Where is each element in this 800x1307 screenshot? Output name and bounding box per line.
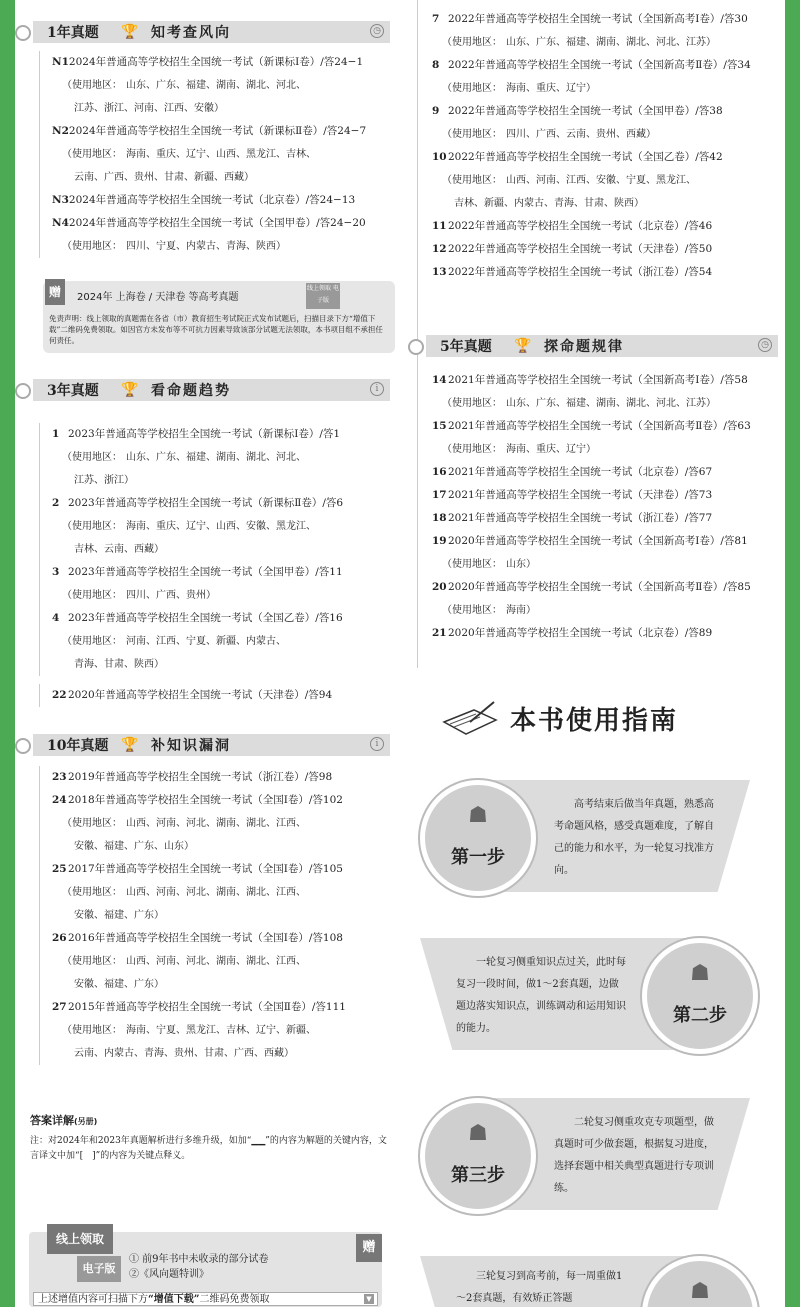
region-text: 云南、广西、贵州、甘肃、新疆、西藏） — [74, 172, 254, 183]
item-list — [39, 766, 390, 1065]
region-label: （使用地区： — [62, 1025, 122, 1036]
region-text: 吉林、云南、西藏） — [74, 544, 164, 555]
item-number: 21 — [432, 627, 447, 639]
region-text: 河南、江西、宁夏、新疆、内蒙古、 — [126, 636, 286, 647]
item-number: 26 — [52, 932, 67, 944]
item-number: N2 — [52, 125, 69, 137]
item-region — [52, 469, 390, 492]
section-3yr — [15, 379, 390, 676]
notes-heading: 答案详解 — [30, 1114, 74, 1127]
item-region — [52, 1019, 390, 1042]
step-4 — [420, 1256, 750, 1307]
region-label: （使用地区： — [62, 956, 122, 967]
region-text: 山东、广东、福建、湖南、湖北、河北、江苏） — [506, 37, 716, 48]
step-label: 第三步 — [451, 1165, 505, 1186]
trophy-icon: 🏆 — [121, 382, 139, 398]
step-text: 一轮复习侧重知识点过关，此时每复习一段时间，做1～2套真题，边做题边落实知识点，训练调动和运用知识的能力。 — [456, 957, 626, 1034]
section-subtitle: 知考查风向 — [151, 25, 231, 41]
step-1 — [420, 780, 750, 902]
item-region — [432, 169, 778, 192]
item-number: 3 — [52, 566, 60, 578]
item-text: 2021年普通高等学校招生全国统一考试（浙江卷）/答77 — [448, 512, 713, 524]
clock-icon: ◷ — [758, 338, 772, 352]
info-icon: i — [370, 382, 384, 396]
item-region — [432, 392, 778, 415]
item-region — [52, 97, 390, 120]
list-item — [432, 8, 778, 31]
online-tag: 线上领取 电子版 — [306, 283, 340, 309]
item-text: 2022年普通高等学校招生全国统一考试（全国新高考Ⅱ卷）/答34 — [448, 59, 751, 71]
region-text: 海南、重庆、辽宁、山西、安徽、黑龙江、 — [126, 521, 316, 532]
section-subtitle: 看命题趋势 — [151, 383, 231, 399]
bonus-item: ②《风向题特训》 — [129, 1269, 209, 1280]
item-text: 2022年普通高等学校招生全国统一考试（全国甲卷）/答38 — [448, 105, 723, 117]
item-list — [422, 8, 778, 284]
region-text: 安徽、福建、广东） — [74, 979, 164, 990]
item-region — [432, 438, 778, 461]
item-number: 23 — [52, 771, 67, 783]
item-text: 2024年普通高等学校招生全国统一考试（新课标Ⅰ卷）/答24−1 — [68, 56, 364, 68]
item-text: 2023年普通高等学校招生全国统一考试（全国甲卷）/答11 — [68, 566, 343, 578]
item-region — [432, 77, 778, 100]
item-text: 2020年普通高等学校招生全国统一考试（天津卷）/答94 — [68, 689, 333, 701]
item-region — [52, 835, 390, 858]
item-region — [52, 1042, 390, 1065]
item-region — [52, 653, 390, 676]
item-text: 2016年普通高等学校招生全国统一考试（全国Ⅰ卷）/答108 — [68, 932, 343, 944]
item-number: N4 — [52, 217, 69, 229]
section-5yr — [408, 335, 778, 645]
region-text: 青海、甘肃、陕西） — [74, 659, 164, 670]
list-item — [432, 415, 778, 438]
item-region — [52, 74, 390, 97]
item-22 — [15, 684, 390, 707]
person-icon: ☗ — [468, 803, 488, 828]
item-number: N3 — [52, 194, 69, 206]
item-region — [432, 599, 778, 622]
region-text: 山西、河南、河北、湖南、湖北、江西、 — [126, 818, 306, 829]
region-text: 山西、河南、河北、湖南、湖北、江西、 — [126, 956, 306, 967]
item-number: 12 — [432, 243, 447, 255]
list-item — [432, 622, 778, 645]
section-title: 10年真题 — [47, 738, 109, 754]
item-text: 2017年普通高等学校招生全国统一考试（全国Ⅰ卷）/答105 — [68, 863, 343, 875]
item-number: 11 — [432, 220, 447, 232]
item-region — [52, 950, 390, 973]
section-10yr — [15, 734, 390, 1065]
step-label: 第一步 — [451, 847, 505, 868]
item-text: 2023年普通高等学校招生全国统一考试（新课标Ⅱ卷）/答6 — [68, 497, 344, 509]
step-circle — [420, 1098, 536, 1214]
item-number: 13 — [432, 266, 447, 278]
answer-notes — [30, 1112, 390, 1164]
guide-title — [440, 698, 760, 738]
region-text: 海南、重庆、辽宁、山西、黑龙江、吉林、 — [126, 149, 316, 160]
list-item — [52, 858, 390, 881]
list-item — [52, 996, 390, 1019]
region-label: （使用地区： — [442, 398, 502, 409]
region-label: （使用地区： — [442, 444, 502, 455]
list-item — [52, 423, 390, 446]
bullet-icon — [15, 25, 31, 41]
info-icon: i — [370, 737, 384, 751]
item-list — [39, 423, 390, 676]
online-tag: 线上领取 — [47, 1224, 113, 1254]
region-text: 海南、重庆、辽宁） — [506, 444, 596, 455]
bullet-icon — [15, 383, 31, 399]
region-text: 云南、内蒙古、青海、贵州、甘肃、广西、西藏） — [74, 1048, 294, 1059]
step-circle — [642, 938, 758, 1054]
section-title: 1年真题 — [47, 25, 99, 41]
item-region — [52, 973, 390, 996]
guide-heading: 本书使用指南 — [510, 706, 679, 736]
list-item — [52, 789, 390, 812]
item-number: 7 — [432, 13, 440, 25]
region-label: （使用地区： — [62, 590, 122, 601]
step-text: 二轮复习侧重攻克专项题型，做真题时可少做套题，根据复习进度，选择套题中相关典型真题进行专项训练。 — [554, 1117, 714, 1194]
gift-box — [43, 281, 395, 353]
list-item — [432, 54, 778, 77]
step-text: 高考结束后做当年真题，熟悉高考命题风格，感受真题难度，了解自己的能力和水平，为一轮复习找准方向。 — [554, 799, 714, 876]
item-region — [52, 143, 390, 166]
trophy-icon: 🏆 — [121, 737, 139, 753]
section-header — [33, 379, 390, 401]
page — [15, 0, 785, 1307]
item-region — [432, 123, 778, 146]
region-label: （使用地区： — [62, 149, 122, 160]
section-1yr — [15, 21, 390, 258]
clock-icon: ◷ — [370, 24, 384, 38]
list-item — [432, 369, 778, 392]
section-2022 — [408, 8, 778, 284]
hint-bold: “增值下载” — [148, 1294, 200, 1305]
gift-tag: 赠 — [356, 1234, 382, 1262]
item-region — [432, 31, 778, 54]
region-label: （使用地区： — [442, 175, 502, 186]
item-number: 1 — [52, 428, 60, 440]
notes-text: 注：对2024年和2023年真题解析进行多维升级，如加“▁▁”的内容为解题的关键内容，文言译文中加“[ ]”的内容为关键点释义。 — [30, 1136, 387, 1161]
trophy-icon: 🏆 — [514, 338, 532, 354]
item-region — [52, 630, 390, 653]
item-region — [52, 904, 390, 927]
trophy-icon: 🏆 — [121, 24, 139, 40]
step-2 — [420, 938, 750, 1060]
region-text: 江苏、浙江、河南、江西、安徽） — [74, 103, 224, 114]
item-text: 2019年普通高等学校招生全国统一考试（浙江卷）/答98 — [68, 771, 333, 783]
bonus-box — [29, 1232, 382, 1307]
region-text: 山西、河南、江西、安徽、宁夏、黑龙江、 — [506, 175, 696, 186]
item-text: 2022年普通高等学校招生全国统一考试（北京卷）/答46 — [448, 220, 713, 232]
list-item — [52, 607, 390, 630]
item-number: 10 — [432, 151, 447, 163]
item-text: 2022年普通高等学校招生全国统一考试（天津卷）/答50 — [448, 243, 713, 255]
region-label: （使用地区： — [62, 452, 122, 463]
item-text: 2022年普通高等学校招生全国统一考试（全国新高考Ⅰ卷）/答30 — [448, 13, 748, 25]
region-text: 吉林、新疆、内蒙古、青海、甘肃、陕西） — [454, 198, 644, 209]
section-header — [33, 734, 390, 756]
item-region — [52, 881, 390, 904]
item-number: 19 — [432, 535, 447, 547]
arrow-down-icon: ▼ — [364, 1294, 374, 1304]
region-label: （使用地区： — [62, 521, 122, 532]
item-number: 27 — [52, 1001, 67, 1013]
person-icon: ☗ — [690, 961, 710, 986]
item-region — [52, 515, 390, 538]
item-number: 16 — [432, 466, 447, 478]
item-text: 2024年普通高等学校招生全国统一考试（北京卷）/答24−13 — [68, 194, 356, 206]
book-pen-icon — [440, 698, 500, 738]
item-text: 2024年普通高等学校招生全国统一考试（全国甲卷）/答24−20 — [68, 217, 366, 229]
list-item — [432, 146, 778, 169]
item-number: 8 — [432, 59, 440, 71]
list-item — [52, 51, 390, 74]
step-text: 三轮复习到高考前，每一周重做1～2套真题，有效矫正答题 — [456, 1271, 623, 1304]
list-item — [432, 530, 778, 553]
item-text: 2020年普通高等学校招生全国统一考试（北京卷）/答89 — [448, 627, 713, 639]
item-text: 2022年普通高等学校招生全国统一考试（浙江卷）/答54 — [448, 266, 713, 278]
item-number: 18 — [432, 512, 447, 524]
region-text: 山东） — [506, 559, 536, 570]
region-text: 山西、河南、河北、湖南、湖北、江西、 — [126, 887, 306, 898]
step-3 — [420, 1098, 750, 1220]
item-text: 2020年普通高等学校招生全国统一考试（全国新高考Ⅰ卷）/答81 — [448, 535, 748, 547]
list-item — [52, 561, 390, 584]
item-number: 9 — [432, 105, 440, 117]
item-number: 4 — [52, 612, 60, 624]
list-item — [52, 189, 390, 212]
item-text: 2024年普通高等学校招生全国统一考试（新课标Ⅱ卷）/答24−7 — [68, 125, 367, 137]
item-text: 2021年普通高等学校招生全国统一考试（北京卷）/答67 — [448, 466, 713, 478]
item-number: 2 — [52, 497, 60, 509]
region-label: （使用地区： — [442, 559, 502, 570]
region-label: （使用地区： — [442, 605, 502, 616]
notes-heading-small: (另册) — [74, 1117, 98, 1126]
list-item — [432, 100, 778, 123]
region-text: 四川、广西、贵州） — [126, 590, 216, 601]
item-number: 14 — [432, 374, 447, 386]
region-label: （使用地区： — [442, 83, 502, 94]
person-icon: ☗ — [690, 1279, 710, 1304]
region-text: 安徽、福建、广东） — [74, 910, 164, 921]
section-subtitle: 探命题规律 — [544, 339, 624, 355]
region-text: 江苏、浙江） — [74, 475, 134, 486]
list-item — [432, 238, 778, 261]
section-header — [33, 21, 390, 43]
region-text: 安徽、福建、广东、山东） — [74, 841, 194, 852]
item-region — [52, 166, 390, 189]
region-text: 山东、广东、福建、湖南、湖北、河北、 — [126, 80, 306, 91]
item-text: 2021年普通高等学校招生全国统一考试（全国新高考Ⅰ卷）/答58 — [448, 374, 748, 386]
list-item — [432, 461, 778, 484]
item-region — [52, 538, 390, 561]
item-region — [432, 553, 778, 576]
disclaimer: 免责声明：线上领取的真题需在各省（市）教育招生考试院正式发布试题后，扫描目录下方“增值下载”二维码免费领取。如因官方未发布等不可抗力因素导致该部分试题无法领取，本书项目组不承担任何责任。 — [49, 314, 383, 345]
region-text: 海南） — [506, 605, 536, 616]
region-text: 山东、广东、福建、湖南、湖北、河北、 — [126, 452, 306, 463]
item-number: 22 — [52, 689, 67, 701]
list-item — [432, 507, 778, 530]
region-label: （使用地区： — [62, 887, 122, 898]
item-text: 2020年普通高等学校招生全国统一考试（全国新高考Ⅱ卷）/答85 — [448, 581, 751, 593]
item-region — [52, 584, 390, 607]
item-number: 17 — [432, 489, 447, 501]
item-number: N1 — [52, 56, 69, 68]
item-number: 25 — [52, 863, 67, 875]
item-region — [52, 446, 390, 469]
region-text: 海南、重庆、辽宁） — [506, 83, 596, 94]
ebook-tag: 电子版 — [77, 1256, 121, 1282]
item-text: 2021年普通高等学校招生全国统一考试（天津卷）/答73 — [448, 489, 713, 501]
hint-text: 上述增值内容可扫描下方 — [38, 1294, 148, 1305]
section-subtitle: 补知识漏洞 — [151, 738, 231, 754]
person-icon: ☗ — [468, 1121, 488, 1146]
list-item — [432, 261, 778, 284]
step-label: 第二步 — [673, 1005, 727, 1026]
region-text: 海南、宁夏、黑龙江、吉林、辽宁、新疆、 — [126, 1025, 316, 1036]
item-region — [52, 812, 390, 835]
item-text: 2015年普通高等学校招生全国统一考试（全国Ⅱ卷）/答111 — [68, 1001, 346, 1013]
list-item — [432, 215, 778, 238]
region-text: 山东、广东、福建、湖南、湖北、河北、江苏） — [506, 398, 716, 409]
region-label: （使用地区： — [62, 241, 122, 252]
section-header — [426, 335, 778, 357]
item-text: 2021年普通高等学校招生全国统一考试（全国新高考Ⅱ卷）/答63 — [448, 420, 751, 432]
download-hint — [33, 1292, 378, 1306]
step-circle — [420, 780, 536, 896]
item-text: 2023年普通高等学校招生全国统一考试（新课标Ⅰ卷）/答1 — [68, 428, 341, 440]
item-list — [422, 369, 778, 645]
gift-title: 2024年 上海卷 / 天津卷 等高考真题 — [77, 292, 239, 303]
item-number: 15 — [432, 420, 447, 432]
bonus-item: ① 前9年书中未收录的部分试卷 — [129, 1254, 269, 1265]
list-item — [52, 120, 390, 143]
region-label: （使用地区： — [62, 80, 122, 91]
region-label: （使用地区： — [62, 636, 122, 647]
region-label: （使用地区： — [442, 129, 502, 140]
item-text: 2023年普通高等学校招生全国统一考试（全国乙卷）/答16 — [68, 612, 343, 624]
list-item — [52, 492, 390, 515]
section-title: 3年真题 — [47, 383, 99, 399]
item-region — [432, 192, 778, 215]
list-item — [52, 766, 390, 789]
item-list — [39, 51, 390, 258]
item-region — [52, 235, 390, 258]
region-text: 四川、宁夏、内蒙古、青海、陕西） — [126, 241, 286, 252]
list-item — [432, 484, 778, 507]
item-text: 2018年普通高等学校招生全国统一考试（全国Ⅰ卷）/答102 — [68, 794, 343, 806]
region-label: （使用地区： — [442, 37, 502, 48]
list-item — [52, 212, 390, 235]
item-number: 20 — [432, 581, 447, 593]
gift-tag: 赠 — [45, 279, 65, 305]
hint-text: 二维码免费领取 — [199, 1294, 270, 1305]
region-text: 四川、广西、云南、贵州、西藏） — [506, 129, 656, 140]
bullet-icon — [15, 738, 31, 754]
item-text: 2022年普通高等学校招生全国统一考试（全国乙卷）/答42 — [448, 151, 723, 163]
list-item — [432, 576, 778, 599]
bullet-icon — [408, 339, 424, 355]
list-item — [52, 927, 390, 950]
region-label: （使用地区： — [62, 818, 122, 829]
section-title: 5年真题 — [440, 339, 492, 355]
item-number: 24 — [52, 794, 67, 806]
